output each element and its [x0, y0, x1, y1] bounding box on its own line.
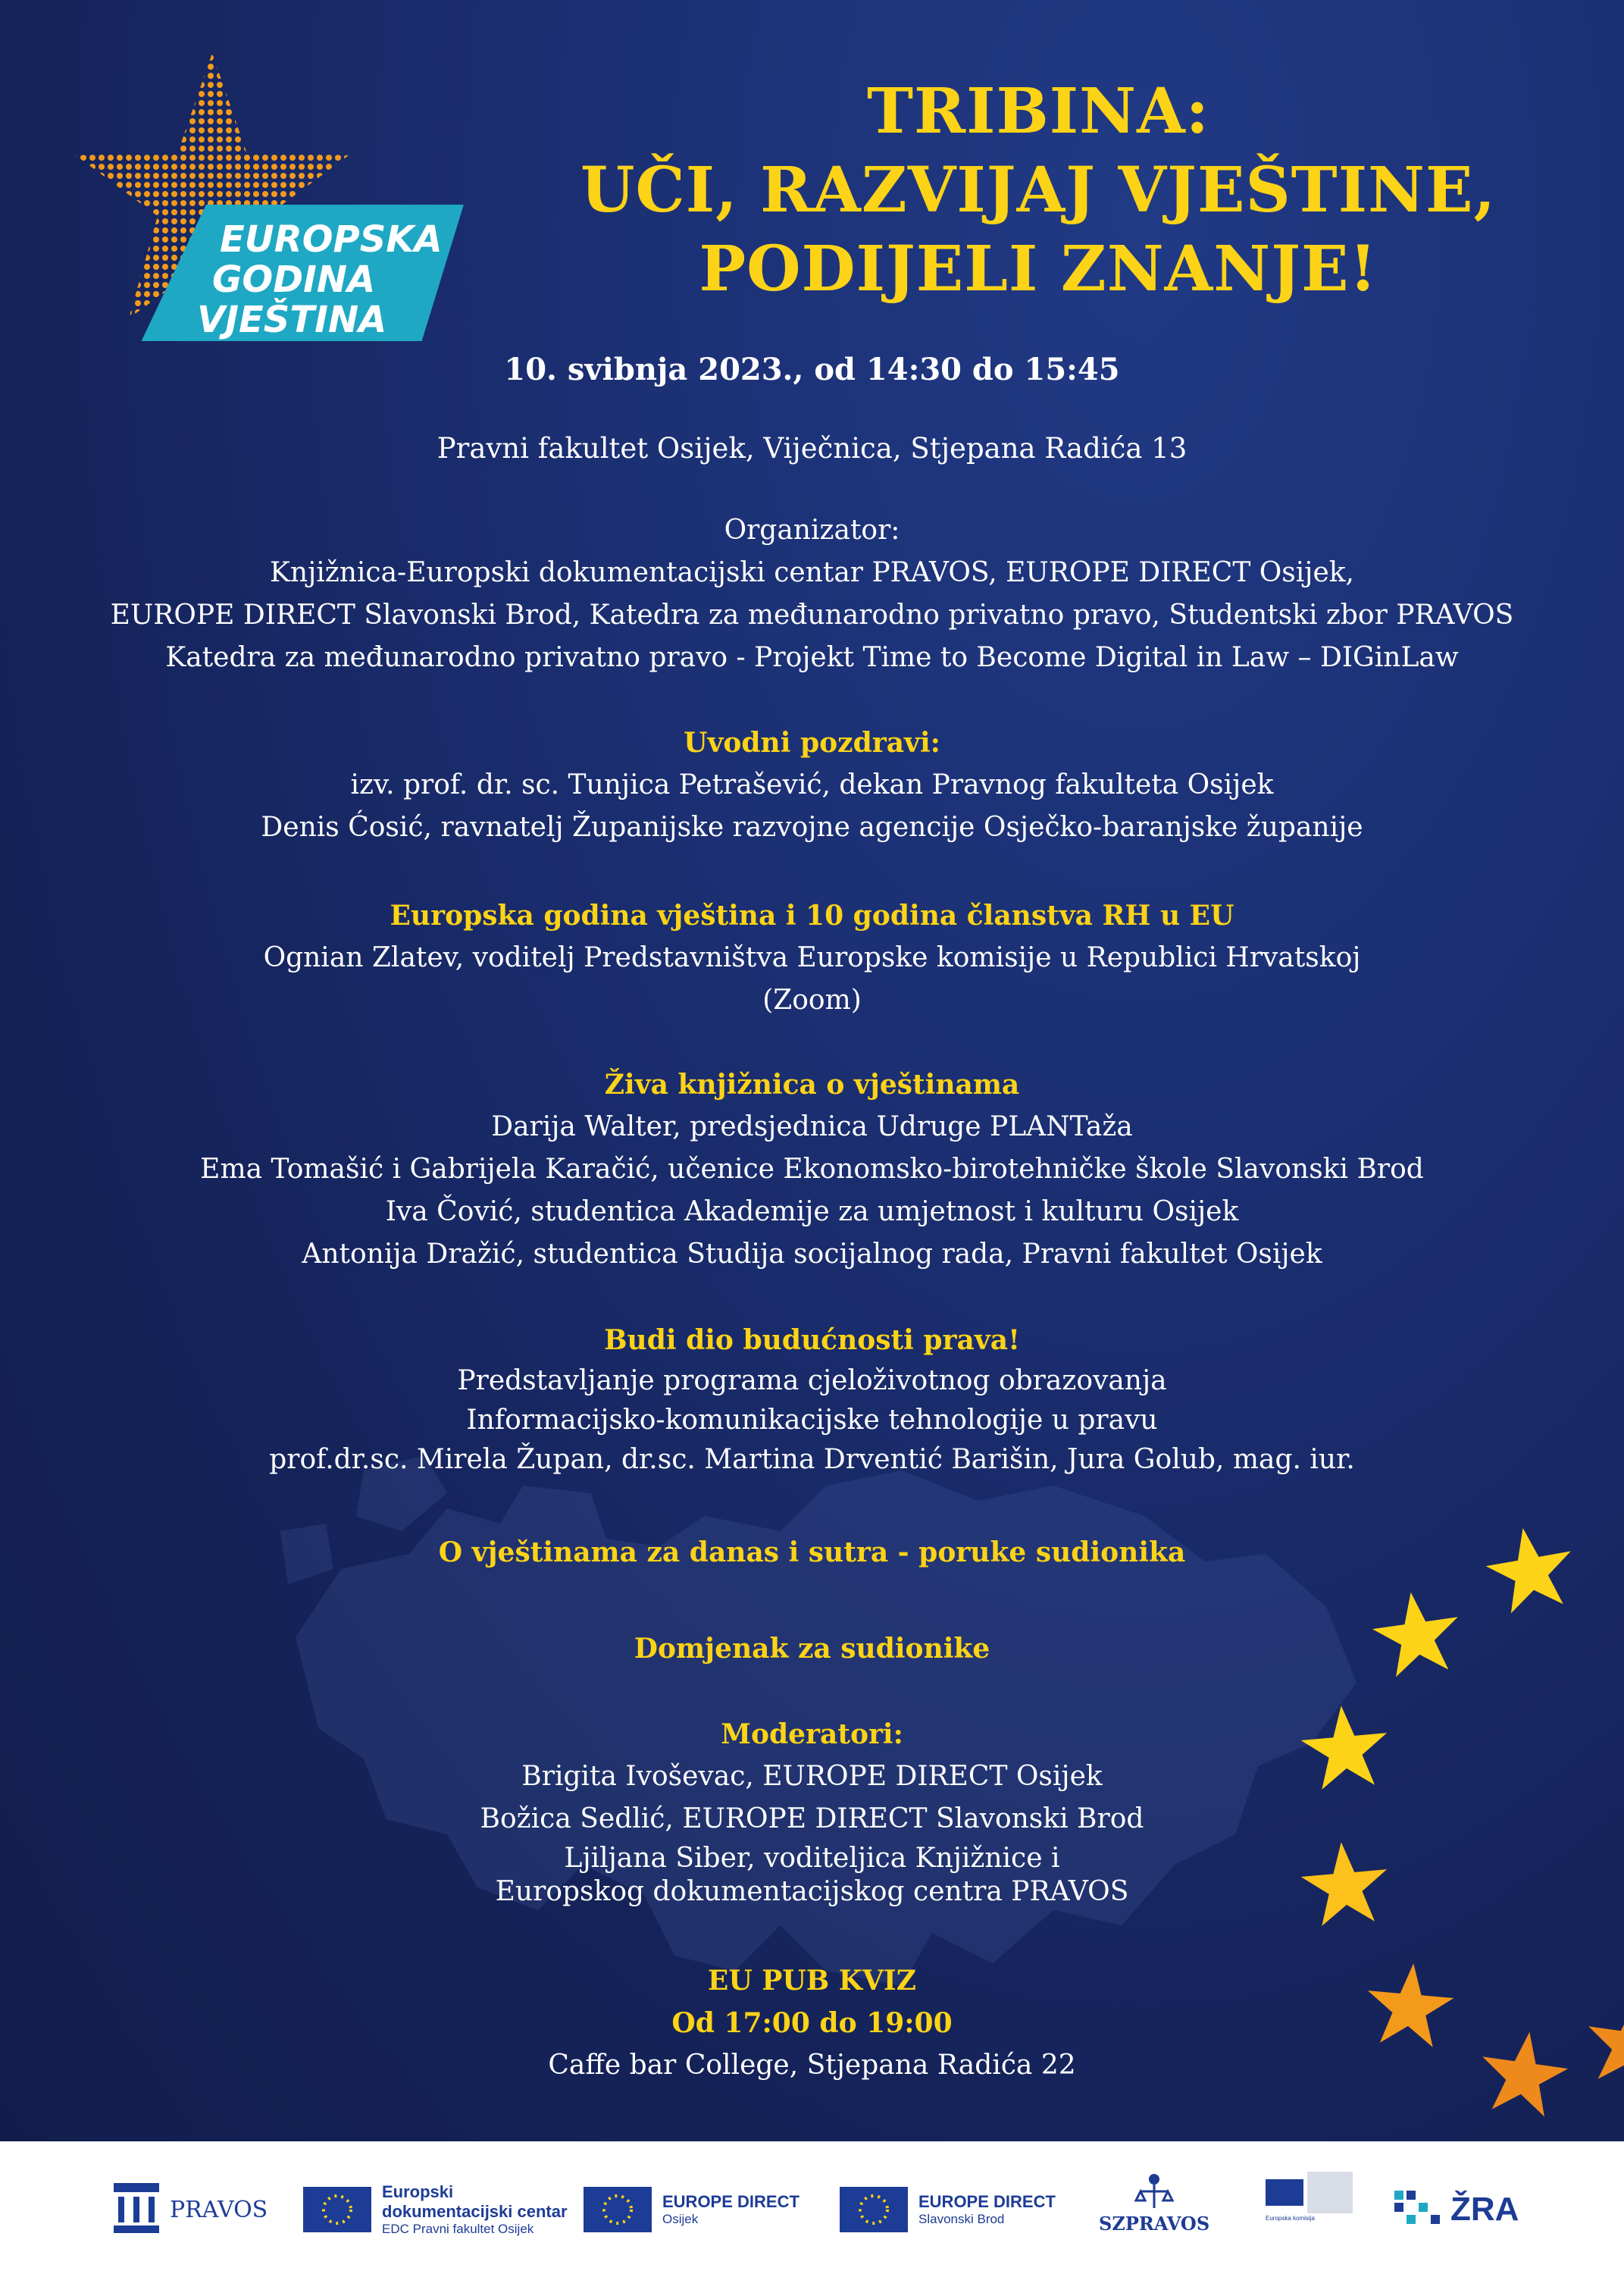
quiz-time: Od 17:00 do 19:00 — [671, 2007, 953, 2039]
section-future-of-law — [0, 1319, 1624, 1480]
section-line: Božica Sedlić, EUROPE DIRECT Slavonski Brod — [480, 1803, 1144, 1834]
quiz-place: Caffe bar College, Stjepana Radića 22 — [548, 2050, 1076, 2081]
section-heading: Moderatori: — [721, 1718, 903, 1750]
organizer-line: EUROPE DIRECT Slavonski Brod, Katedra za međunarodno privatno pravo, Studentski zbor PRAVOS — [110, 600, 1514, 631]
section-line: prof.dr.sc. Mirela Župan, dr.sc. Martina Drventić Barišin, Jura Golub, mag. iur. — [269, 1444, 1355, 1475]
section-line: (Zoom) — [762, 985, 862, 1016]
organizer-line: Katedra za međunarodno privatno pravo - Projekt Time to Become Digital in Law – DIGinLaw — [165, 642, 1459, 673]
edc-line-1: Europski — [382, 2182, 454, 2201]
pravos-logo — [114, 2172, 268, 2247]
section-moderators — [0, 1713, 1624, 1907]
section-pub-quiz — [0, 1959, 1624, 2087]
pixel-grid-icon — [1394, 2191, 1440, 2229]
section-heading: Europska godina vještina i 10 godina članstva RH u EU — [390, 900, 1234, 932]
eu-flag-icon — [840, 2187, 908, 2232]
partner-logos-footer — [0, 2141, 1624, 2274]
ed-brod-title: EUROPE DIRECT — [918, 2192, 1056, 2211]
organizer-line: Knjižnica-Europski dokumentacijski centar PRAVOS, EUROPE DIRECT Osijek, — [270, 557, 1354, 588]
section-living-library — [0, 1063, 1624, 1276]
eu-flag-icon — [303, 2187, 371, 2232]
edc-sub: EDC Pravni fakultet Osijek — [382, 2222, 534, 2236]
title-line-2: UČI, RAZVIJAJ VJEŠTINE, — [580, 154, 1497, 227]
section-line: Ema Tomašić i Gabrijela Karačić, učenice Ekonomsko-birotehničke škole Slavonski Brod — [200, 1154, 1424, 1185]
section-heading-reception: Domjenak za sudionike — [634, 1633, 990, 1665]
section-heading: Živa knjižnica o vještinama — [604, 1069, 1020, 1101]
szpravos-logo — [1099, 2172, 1209, 2247]
building-columns-icon — [114, 2183, 159, 2236]
section-line: Darija Walter, predsjednica Udruge PLANTaža — [491, 1111, 1133, 1142]
section-line: Ognian Zlatev, voditelj Predstavništva Europske komisije u Republici Hrvatskoj — [263, 942, 1361, 973]
logo-line-2: GODINA — [212, 258, 376, 301]
organizer-block — [0, 509, 1624, 679]
justice-figure-icon — [1131, 2172, 1177, 2210]
ec-label: Europska komisija — [1266, 2215, 1315, 2222]
title-line-3: PODIJELI ZNANJE! — [699, 233, 1378, 305]
ed-osijek-sub: Osijek — [662, 2212, 699, 2226]
section-line: izv. prof. dr. sc. Tunjica Petrašević, dekan Pravnog fakulteta Osijek — [350, 769, 1274, 800]
eu-flag-icon — [584, 2187, 652, 2232]
logo-line-3: VJEŠTINA — [197, 299, 387, 341]
section-line: Brigita Ivoševac, EUROPE DIRECT Osijek — [521, 1761, 1103, 1792]
section-line: Europskog dokumentacijskog centra PRAVOS — [495, 1876, 1129, 1907]
section-line: Iva Čović, studentica Akademije za umjetnost i kulturu Osijek — [385, 1196, 1239, 1227]
logo-line-1: EUROPSKA — [220, 218, 443, 261]
edc-line-2: dokumentacijski centar — [382, 2202, 568, 2221]
ed-osijek-title: EUROPE DIRECT — [662, 2192, 799, 2211]
pravos-label: PRAVOS — [170, 2196, 268, 2223]
european-year-of-skills-logo — [61, 53, 515, 356]
section-line: Predstavljanje programa cjeloživotnog obrazovanja — [457, 1365, 1167, 1396]
zra-label: ŽRA — [1450, 2191, 1519, 2228]
europe-direct-osijek-logo — [584, 2172, 799, 2247]
event-date: 10. svibnja 2023., od 14:30 do 15:45 — [504, 352, 1120, 387]
szpravos-label: SZPRAVOS — [1099, 2213, 1210, 2235]
title-line-1: TRIBINA: — [866, 75, 1210, 148]
organizer-label: Organizator: — [724, 515, 900, 546]
event-place: Pravni fakultet Osijek, Viječnica, Stjepana Radića 13 — [437, 432, 1187, 465]
section-heading-messages: O vještinama za danas i sutra - poruke sudionika — [438, 1536, 1186, 1568]
quiz-heading: EU PUB KVIZ — [707, 1965, 917, 1997]
ed-brod-sub: Slavonski Brod — [918, 2212, 1005, 2226]
european-commission-icon — [1266, 2172, 1356, 2213]
edc-logo — [303, 2172, 568, 2247]
section-eu-membership — [0, 894, 1624, 1022]
section-heading: Budi dio budućnosti prava! — [604, 1324, 1020, 1356]
section-line: Antonija Dražić, studentica Studija socijalnog rada, Pravni fakultet Osijek — [302, 1239, 1322, 1270]
event-title — [485, 72, 1591, 309]
zra-logo — [1394, 2172, 1519, 2247]
section-line: Ljiljana Siber, voditeljica Knjižnice i — [564, 1843, 1060, 1874]
section-welcome — [0, 722, 1624, 849]
section-line: Informacijsko-komunikacijske tehnologije u pravu — [466, 1405, 1158, 1436]
section-line: Denis Ćosić, ravnatelj Županijske razvojne agencije Osječko-baranjske županije — [261, 812, 1363, 843]
section-heading: Uvodni pozdravi: — [684, 727, 940, 759]
europe-direct-slavonski-brod-logo — [840, 2172, 1056, 2247]
european-commission-logo — [1266, 2172, 1356, 2247]
